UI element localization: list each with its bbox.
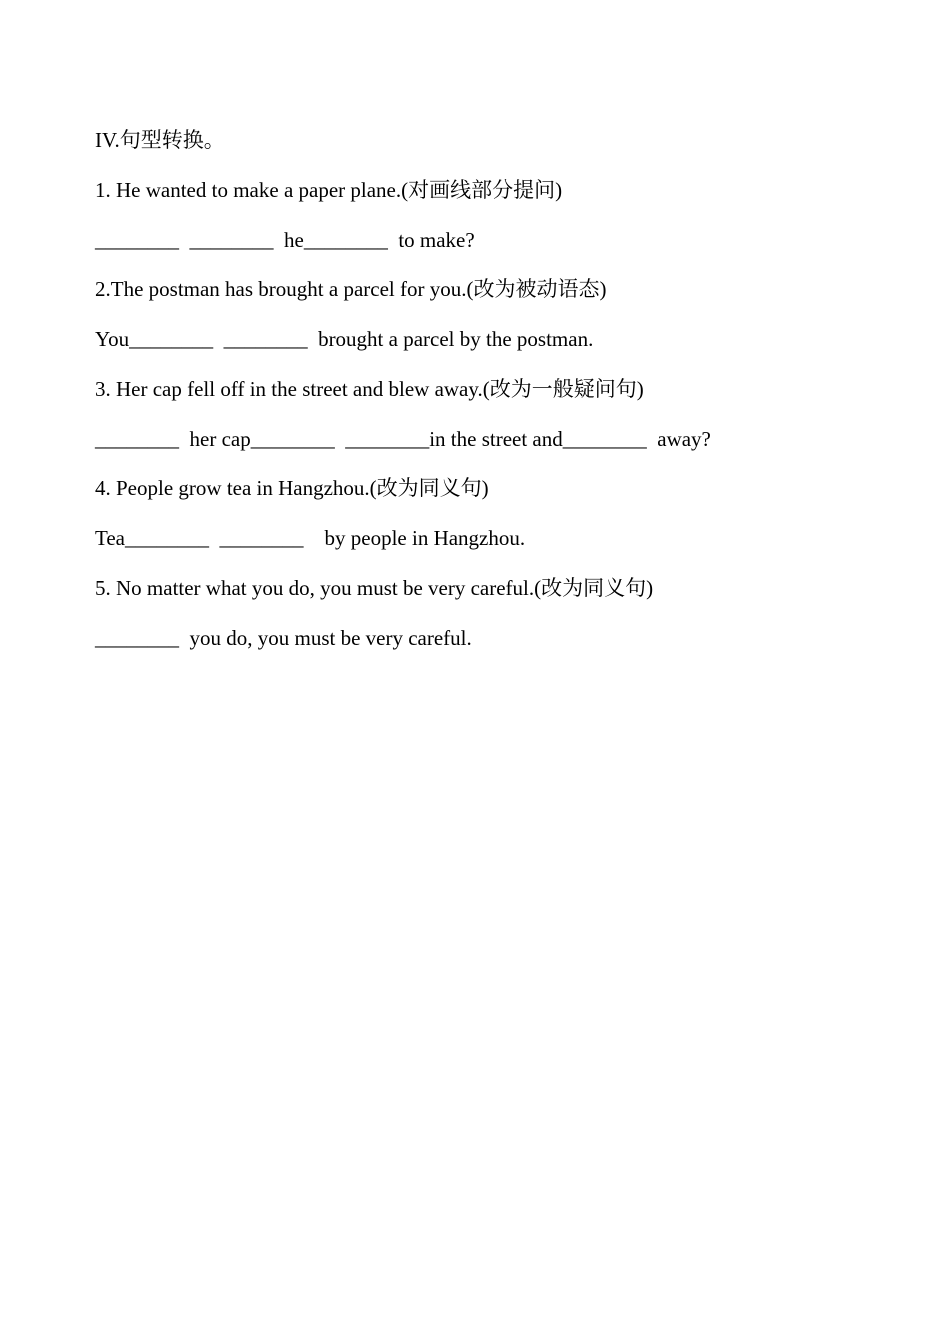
question-2-answer-line: You________ ________ brought a parcel by the postman. (95, 327, 594, 351)
question-4-answer-line: Tea________ ________ by people in Hangzhou. (95, 526, 526, 550)
question-1-answer-line: ________ ________ he________ to make? (95, 228, 475, 252)
question-5-prompt: 5. No matter what you do, you must be very careful.(改为同义句) (95, 576, 654, 600)
question-3-answer-line: ________ her cap________ ________in the street and________ away? (95, 427, 711, 451)
section-heading: IV.句型转换。 (95, 128, 225, 152)
question-4-prompt: 4. People grow tea in Hangzhou.(改为同义句) (95, 476, 489, 500)
question-5-answer-line: ________ you do, you must be very careful. (95, 626, 472, 650)
question-2-prompt: 2.The postman has brought a parcel for you.(改为被动语态) (95, 277, 607, 301)
question-3-prompt: 3. Her cap fell off in the street and blew away.(改为一般疑问句) (95, 377, 644, 401)
question-1-prompt: 1. He wanted to make a paper plane.(对画线部分提问) (95, 178, 563, 202)
